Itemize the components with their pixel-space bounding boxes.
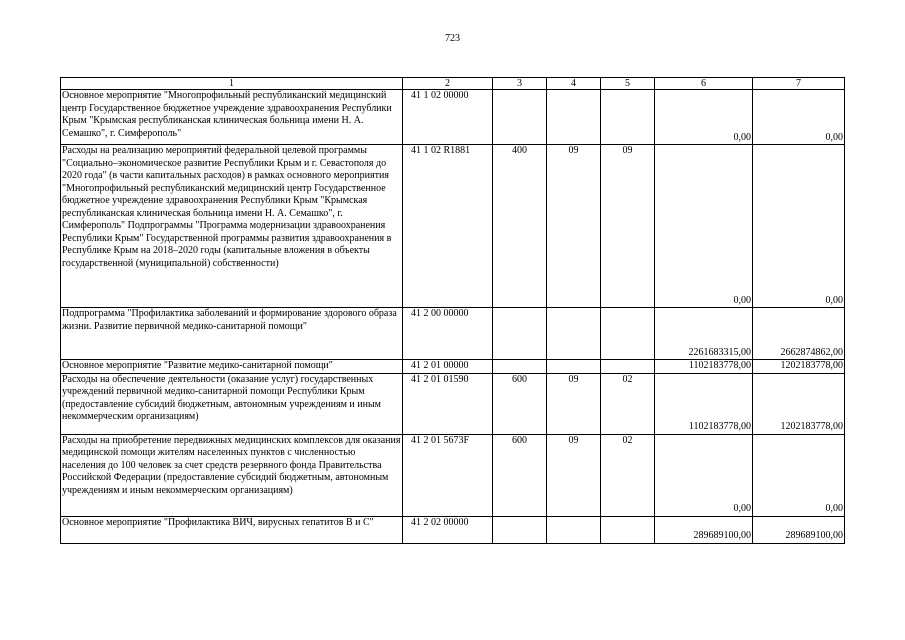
- row-col5: [601, 308, 655, 360]
- row-value-7: 289689100,00: [753, 516, 845, 543]
- header-cell: 5: [601, 78, 655, 90]
- header-cell: 3: [493, 78, 547, 90]
- row-name: Подпрограмма "Профилактика заболеваний и формирование здорового образа жизни. Развитие первичной медико-санитарной помощи": [61, 308, 403, 360]
- row-name: Расходы на обеспечение деятельности (оказание услуг) государственных учреждений первичной медико-санитарной помощи Республики Крым (предоставление субсидий бюджетным, автономным учреждениям и иным некоммерческим организациям): [61, 373, 403, 434]
- row-code: 41 2 01 5673F: [403, 434, 493, 516]
- header-cell: 6: [655, 78, 753, 90]
- table-row: [61, 90, 845, 145]
- row-code: 41 2 00 00000: [403, 308, 493, 360]
- row-col5: [601, 516, 655, 543]
- row-name: Расходы на приобретение передвижных медицинских комплексов для оказания медицинской помощи жителям населенных пунктов с численностью населения до 100 человек за счет средств резервного фонда Правительства Российской Федерации (предоставление субсидий бюджетным, автономным учреждениям и иным некоммерческим организациям): [61, 434, 403, 516]
- row-name: Основное мероприятие "Многопрофильный республиканский медицинский центр Государственное бюджетное учреждение здравоохранения Республики Крым "Крымская республиканская клиническая больница имени Н. А. Семашко", г. Симферополь": [61, 90, 403, 145]
- table-header-row: [61, 78, 845, 90]
- row-col5: 02: [601, 434, 655, 516]
- header-cell: 4: [547, 78, 601, 90]
- row-value-7: 0,00: [753, 145, 845, 308]
- budget-table: [60, 77, 845, 544]
- row-col4: [547, 90, 601, 145]
- row-col3: 600: [493, 434, 547, 516]
- row-col4: 09: [547, 145, 601, 308]
- row-value-6: 0,00: [655, 434, 753, 516]
- row-code: 41 1 02 00000: [403, 90, 493, 145]
- row-value-6: 2261683315,00: [655, 308, 753, 360]
- table-row: [61, 373, 845, 434]
- row-value-7: 0,00: [753, 90, 845, 145]
- row-value-7: 1202183778,00: [753, 360, 845, 374]
- header-cell: 7: [753, 78, 845, 90]
- row-value-6: 0,00: [655, 145, 753, 308]
- row-col4: [547, 308, 601, 360]
- row-value-6: 1102183778,00: [655, 373, 753, 434]
- row-code: 41 2 01 01590: [403, 373, 493, 434]
- row-value-6: 0,00: [655, 90, 753, 145]
- row-code: 41 2 02 00000: [403, 516, 493, 543]
- row-code: 41 1 02 R1881: [403, 145, 493, 308]
- row-value-7: 0,00: [753, 434, 845, 516]
- page-number: 723: [445, 33, 460, 44]
- row-col4: [547, 360, 601, 374]
- row-name: Расходы на реализацию мероприятий федеральной целевой программы "Социально–экономическое развитие Республики Крым и г. Севастополя до 2020 года" (в части капитальных расходов) в рамках основного мероприятия "Многопрофильный республиканский медицинский центр Государственное бюджетное учреждение здравоохранения Республики Крым "Крымская республиканская клиническая больница имени Н. А. Семашко", г. Симферополь" Подпрограммы "Программа модернизации здравоохранения Республики Крым" Государственной программы развития здравоохранения в Республике Крым на 2018–2020 годы (капитальные вложения в объекты государственной (муниципальной) собственности): [61, 145, 403, 308]
- row-col4: [547, 516, 601, 543]
- row-name: Основное мероприятие "Развитие медико-санитарной помощи": [61, 360, 403, 374]
- table-row: [61, 516, 845, 543]
- table-row: [61, 145, 845, 308]
- row-col5: 02: [601, 373, 655, 434]
- row-col5: 09: [601, 145, 655, 308]
- row-col3: 400: [493, 145, 547, 308]
- row-col3: [493, 90, 547, 145]
- row-value-6: 1102183778,00: [655, 360, 753, 374]
- row-col3: 600: [493, 373, 547, 434]
- table-row: [61, 360, 845, 374]
- row-col5: [601, 90, 655, 145]
- row-value-7: 2662874862,00: [753, 308, 845, 360]
- table-row: [61, 308, 845, 360]
- row-col4: 09: [547, 373, 601, 434]
- row-col3: [493, 516, 547, 543]
- row-code: 41 2 01 00000: [403, 360, 493, 374]
- row-col4: 09: [547, 434, 601, 516]
- header-cell: 1: [61, 78, 403, 90]
- row-name: Основное мероприятие "Профилактика ВИЧ, вирусных гепатитов В и С": [61, 516, 403, 543]
- row-value-6: 289689100,00: [655, 516, 753, 543]
- row-col3: [493, 308, 547, 360]
- row-value-7: 1202183778,00: [753, 373, 845, 434]
- table-row: [61, 434, 845, 516]
- header-cell: 2: [403, 78, 493, 90]
- row-col3: [493, 360, 547, 374]
- row-col5: [601, 360, 655, 374]
